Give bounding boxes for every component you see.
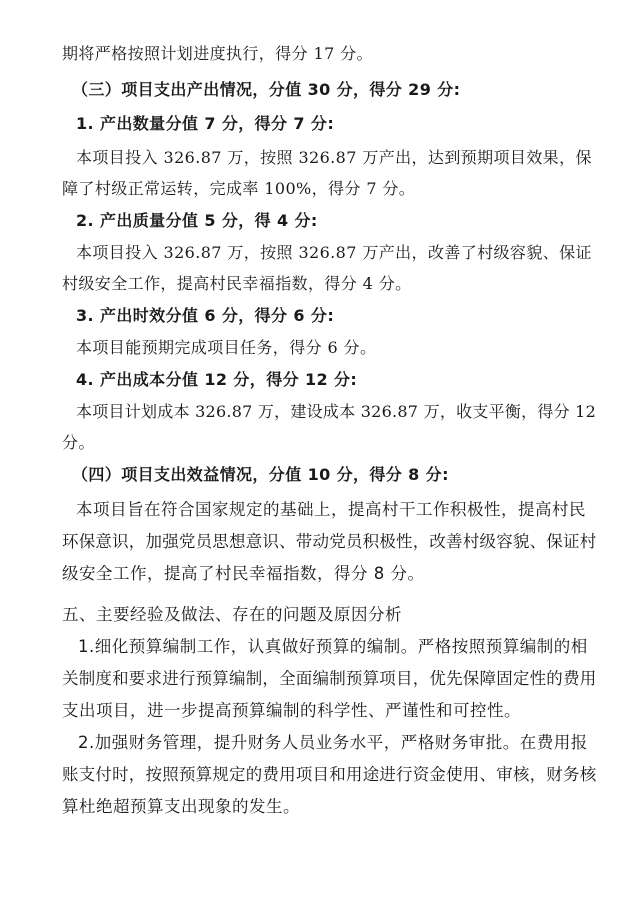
paragraph-line: 本项目投入 326.87 万，按照 326.87 万产出，改善了村级容貌、保证	[76, 243, 592, 262]
section-heading-4: （四）项目支出效益情况，分值 10 分，得分 8 分:	[72, 465, 449, 484]
paragraph-line: 1.细化预算编制工作，认真做好预算的编制。严格按照预算编制的相	[78, 637, 588, 656]
paragraph-line: 关制度和要求进行预算编制，全面编制预算项目，优先保障固定性的费用	[62, 669, 597, 688]
subsection-heading-2: 2. 产出质量分值 5 分，得 4 分:	[76, 211, 318, 230]
paragraph-line: 分。	[62, 433, 95, 452]
paragraph-line: 本项目旨在符合国家规定的基础上，提高村干工作积极性，提高村民	[76, 500, 586, 519]
paragraph-line: 本项目计划成本 326.87 万，建设成本 326.87 万，收支平衡，得分 12	[76, 402, 597, 421]
paragraph-line: 算杜绝超预算支出现象的发生。	[62, 797, 300, 816]
paragraph-line: 村级安全工作，提高村民幸福指数，得分 4 分。	[62, 274, 412, 293]
paragraph-line: 障了村级正常运转，完成率 100%，得分 7 分。	[62, 179, 416, 198]
subsection-heading-4: 4. 产出成本分值 12 分，得分 12 分:	[76, 370, 358, 389]
paragraph-line: 期将严格按照计划进度执行，得分 17 分。	[62, 44, 373, 63]
paragraph-line: 环保意识，加强党员思想意识、带动党员积极性，改善村级容貌、保证村	[62, 532, 597, 551]
section-heading-3: （三）项目支出产出情况，分值 30 分，得分 29 分:	[72, 80, 461, 99]
subsection-heading-1: 1. 产出数量分值 7 分，得分 7 分:	[76, 114, 335, 133]
paragraph-line: 2.加强财务管理，提升财务人员业务水平，严格财务审批。在费用报	[78, 733, 588, 752]
subsection-heading-3: 3. 产出时效分值 6 分，得分 6 分:	[76, 306, 335, 325]
paragraph-line: 账支付时，按照预算规定的费用项目和用途进行资金使用、审核，财务核	[62, 765, 597, 784]
section-heading-5: 五、主要经验及做法、存在的问题及原因分析	[62, 605, 402, 624]
paragraph-line: 本项目能预期完成项目任务，得分 6 分。	[76, 338, 377, 357]
paragraph-line: 支出项目，进一步提高预算编制的科学性、严谨性和可控性。	[62, 701, 521, 720]
paragraph-line: 级安全工作，提高了村民幸福指数，得分 8 分。	[62, 564, 425, 583]
paragraph-line: 本项目投入 326.87 万，按照 326.87 万产出，达到预期项目效果，保	[76, 148, 592, 167]
